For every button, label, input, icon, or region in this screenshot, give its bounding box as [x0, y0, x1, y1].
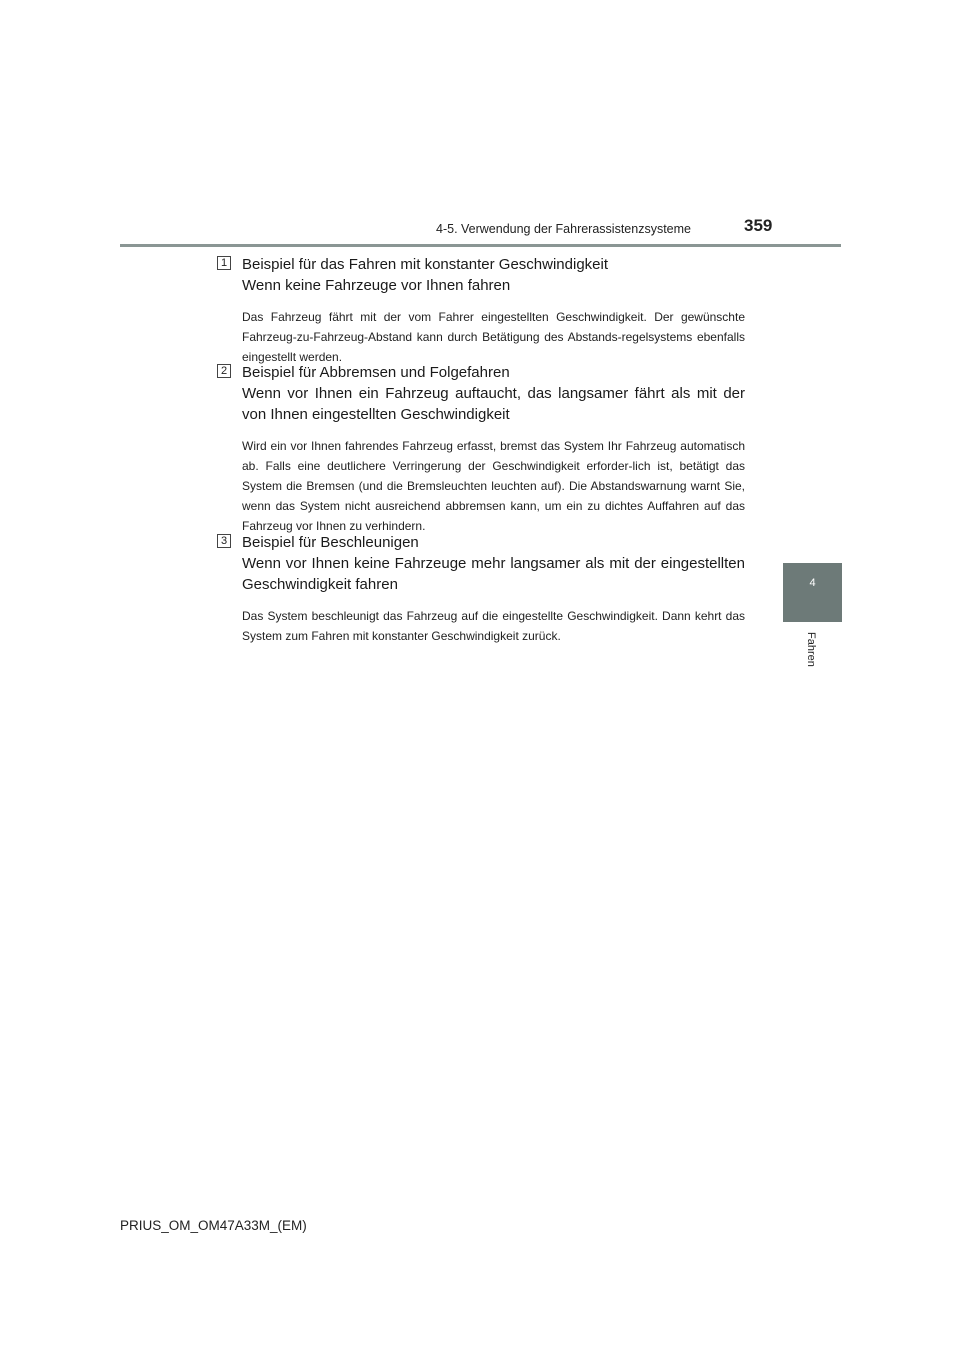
- item-body: Das System beschleunigt das Fahrzeug auf die eingestellte Geschwindigkeit. Dann kehrt das System zum Fahren mit konstanter Geschwindigkeit zurück.: [242, 609, 745, 643]
- item-title-line2: Wenn vor Ihnen ein Fahrzeug auftaucht, das langsamer fährt als mit der von Ihnen eingestellten Geschwindigkeit: [242, 385, 745, 423]
- item-title-line1: Beispiel für das Fahren mit konstanter Geschwindigkeit: [242, 256, 609, 273]
- item-number-badge: 1: [217, 256, 231, 270]
- header-divider: [120, 244, 841, 247]
- item-number-badge: 3: [217, 534, 231, 548]
- document-code: PRIUS_OM_OM47A33M_(EM): [120, 1218, 307, 1233]
- item-number-badge: 2: [217, 364, 231, 378]
- chapter-title: 4-5. Verwendung der Fahrerassistenzsysteme: [436, 222, 691, 236]
- chapter-tab: [783, 563, 842, 622]
- page-number: 359: [744, 216, 773, 235]
- item-body: Wird ein vor Ihnen fahrendes Fahrzeug erfasst, bremst das System Ihr Fahrzeug automatisch ab. Falls eine deutlichere Verringerung der Geschwindigkeit erforder-lich ist, betätigt das System die Bremsen (und die Bremsleuchten leuchten auf). Die Abstandswarnung warnt Sie, wenn das System nicht ausreichend abbremsen kann, um ein zu dichtes Auffahren auf das Fahrzeug vor Ihnen zu verhindern.: [242, 439, 745, 533]
- item-title: [242, 532, 745, 595]
- example-item-1: [217, 254, 745, 367]
- item-title: [242, 362, 745, 425]
- item-body: Das Fahrzeug fährt mit der vom Fahrer eingestellten Geschwindigkeit. Der gewünschte Fahrzeug-zu-Fahrzeug-Abstand kann durch Betätigung des Abstands-regelsystems ebenfalls eingestellt werden.: [242, 310, 745, 364]
- example-item-2: [217, 362, 745, 536]
- chapter-tab-number: 4: [809, 577, 816, 589]
- item-title-line2: Wenn keine Fahrzeuge vor Ihnen fahren: [242, 277, 511, 294]
- chapter-tab-label: Fahren: [805, 632, 817, 667]
- item-title: [242, 254, 745, 296]
- item-title-line1: Beispiel für Beschleunigen: [242, 534, 419, 551]
- item-title-line1: Beispiel für Abbremsen und Folgefahren: [242, 364, 510, 381]
- example-item-3: [217, 532, 745, 646]
- item-title-line2: Wenn vor Ihnen keine Fahrzeuge mehr langsamer als mit der eingestellten Geschwindigkeit fahren: [242, 555, 745, 593]
